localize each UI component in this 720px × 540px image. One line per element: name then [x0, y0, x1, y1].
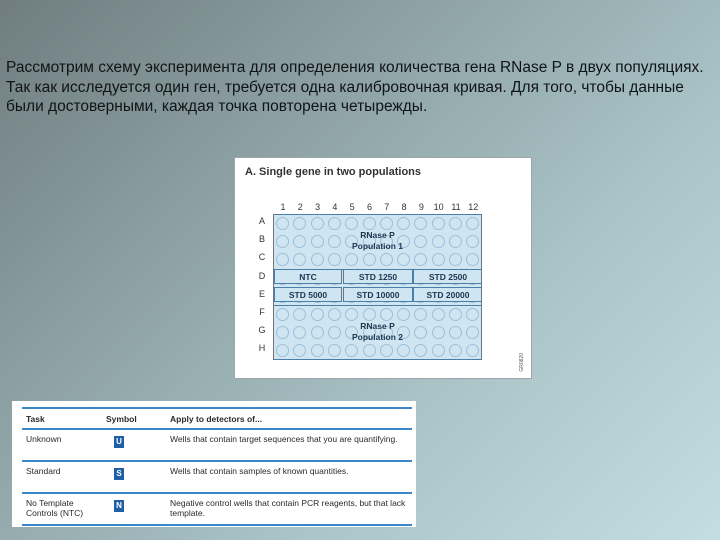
legend-row — [22, 493, 412, 525]
plate-well — [293, 308, 306, 321]
legend-header-row — [22, 408, 412, 429]
plate-well — [432, 217, 445, 230]
plate-well — [466, 253, 479, 266]
plate-well — [311, 344, 324, 357]
plate-well — [414, 344, 427, 357]
plate-well — [397, 253, 410, 266]
legend-row — [22, 461, 412, 493]
figure-code: GR0820 — [519, 353, 525, 372]
plate-well — [363, 308, 376, 321]
group-1-gene: RNase P — [360, 230, 395, 240]
column-number: 4 — [332, 202, 338, 212]
plate-well — [414, 253, 427, 266]
plate-well — [380, 253, 393, 266]
plate-well — [449, 344, 462, 357]
plate-grid — [273, 214, 482, 360]
plate-well — [328, 253, 341, 266]
plate-well — [363, 217, 376, 230]
symbol-badge: U — [114, 436, 124, 448]
plate-well — [380, 308, 393, 321]
plate-well — [311, 253, 324, 266]
row-letter: G — [258, 325, 266, 336]
plate-well — [397, 217, 410, 230]
plate-well — [432, 344, 445, 357]
plate-well — [449, 217, 462, 230]
header-apply: Apply to detectors of... — [166, 408, 412, 429]
symbol-cell — [102, 461, 166, 493]
plate-well — [293, 217, 306, 230]
plate-well — [432, 253, 445, 266]
row-letter: C — [258, 252, 266, 263]
symbol-cell — [102, 429, 166, 461]
cell-std-2500: STD 2500 — [413, 269, 482, 284]
plate-well — [414, 308, 427, 321]
column-number: 10 — [433, 202, 444, 212]
task-legend-figure — [12, 401, 416, 527]
plate-well — [432, 308, 445, 321]
cell-std-5000: STD 5000 — [274, 287, 342, 302]
row-letter: D — [258, 270, 266, 281]
row-letter: A — [258, 216, 265, 226]
column-number: 2 — [297, 202, 303, 212]
group-1-label — [274, 230, 481, 252]
cell-std-20000: STD 20000 — [413, 287, 482, 302]
column-number: 12 — [468, 202, 479, 212]
plate-layout-figure — [234, 157, 532, 379]
column-number: 6 — [366, 202, 372, 212]
row-letter: B — [258, 234, 265, 245]
plate-well — [466, 217, 479, 230]
plate-well — [311, 308, 324, 321]
symbol-cell — [102, 493, 166, 525]
plate-title: A. Single gene in two populations — [245, 166, 421, 178]
plate-well — [449, 253, 462, 266]
row-letter: F — [259, 307, 265, 317]
divider-bottom — [274, 305, 481, 306]
cell-ntc: NTC — [274, 269, 342, 284]
group-2-gene: RNase P — [360, 321, 395, 331]
plate-well — [276, 217, 289, 230]
column-number: 8 — [401, 202, 407, 212]
header-task: Task — [22, 408, 102, 429]
plate-well — [466, 344, 479, 357]
header-symbol: Symbol — [102, 408, 166, 429]
plate-well — [345, 344, 358, 357]
column-number: 9 — [418, 202, 424, 212]
plate-well — [276, 253, 289, 266]
column-number: 11 — [451, 202, 461, 212]
group-2-label — [274, 321, 481, 343]
task-legend-table — [22, 407, 412, 526]
plate-well — [449, 308, 462, 321]
cell-std-1250: STD 1250 — [343, 269, 413, 284]
plate-well — [293, 253, 306, 266]
legend-row — [22, 429, 412, 461]
group-1-population: Population 1 — [352, 241, 403, 251]
plate-well — [345, 253, 358, 266]
plate-well — [380, 217, 393, 230]
plate-well — [276, 344, 289, 357]
plate-well — [293, 344, 306, 357]
plate-well — [311, 217, 324, 230]
intro-paragraph: Рассмотрим схему эксперимента для определения количества гена RNase P в двух популяциях. Так как исследуется один ген, требуется одна калибровочная кривая. Для того, чтобы данные были достоверными, каждая точка повторена четырежды. — [6, 59, 704, 115]
plate-well — [328, 217, 341, 230]
plate-well — [363, 344, 376, 357]
column-number: 3 — [315, 202, 321, 212]
row-letter: E — [258, 288, 265, 299]
task-name: No Template Controls (NTC) — [22, 493, 102, 525]
plate-well — [414, 217, 427, 230]
column-number: 1 — [280, 202, 286, 212]
row-letter: H — [258, 343, 266, 354]
plate-well — [380, 344, 393, 357]
task-description: Wells that contain target sequences that you are quantifying. — [166, 429, 412, 461]
group-2-population: Population 2 — [352, 332, 403, 342]
plate-well — [397, 344, 410, 357]
column-number: 7 — [384, 202, 390, 212]
plate-well — [328, 308, 341, 321]
task-description: Wells that contain samples of known quantities. — [166, 461, 412, 493]
plate-well — [276, 308, 289, 321]
task-name: Unknown — [22, 429, 102, 461]
plate-well — [397, 308, 410, 321]
plate-well — [466, 308, 479, 321]
plate-well — [345, 217, 358, 230]
plate-well — [345, 308, 358, 321]
symbol-badge: N — [114, 500, 124, 512]
column-number: 5 — [349, 202, 355, 212]
task-name: Standard — [22, 461, 102, 493]
plate-well — [328, 344, 341, 357]
cell-std-10000: STD 10000 — [343, 287, 413, 302]
task-description: Negative control wells that contain PCR reagents, but that lack template. — [166, 493, 412, 525]
symbol-badge: S — [114, 468, 124, 480]
plate-well — [363, 253, 376, 266]
